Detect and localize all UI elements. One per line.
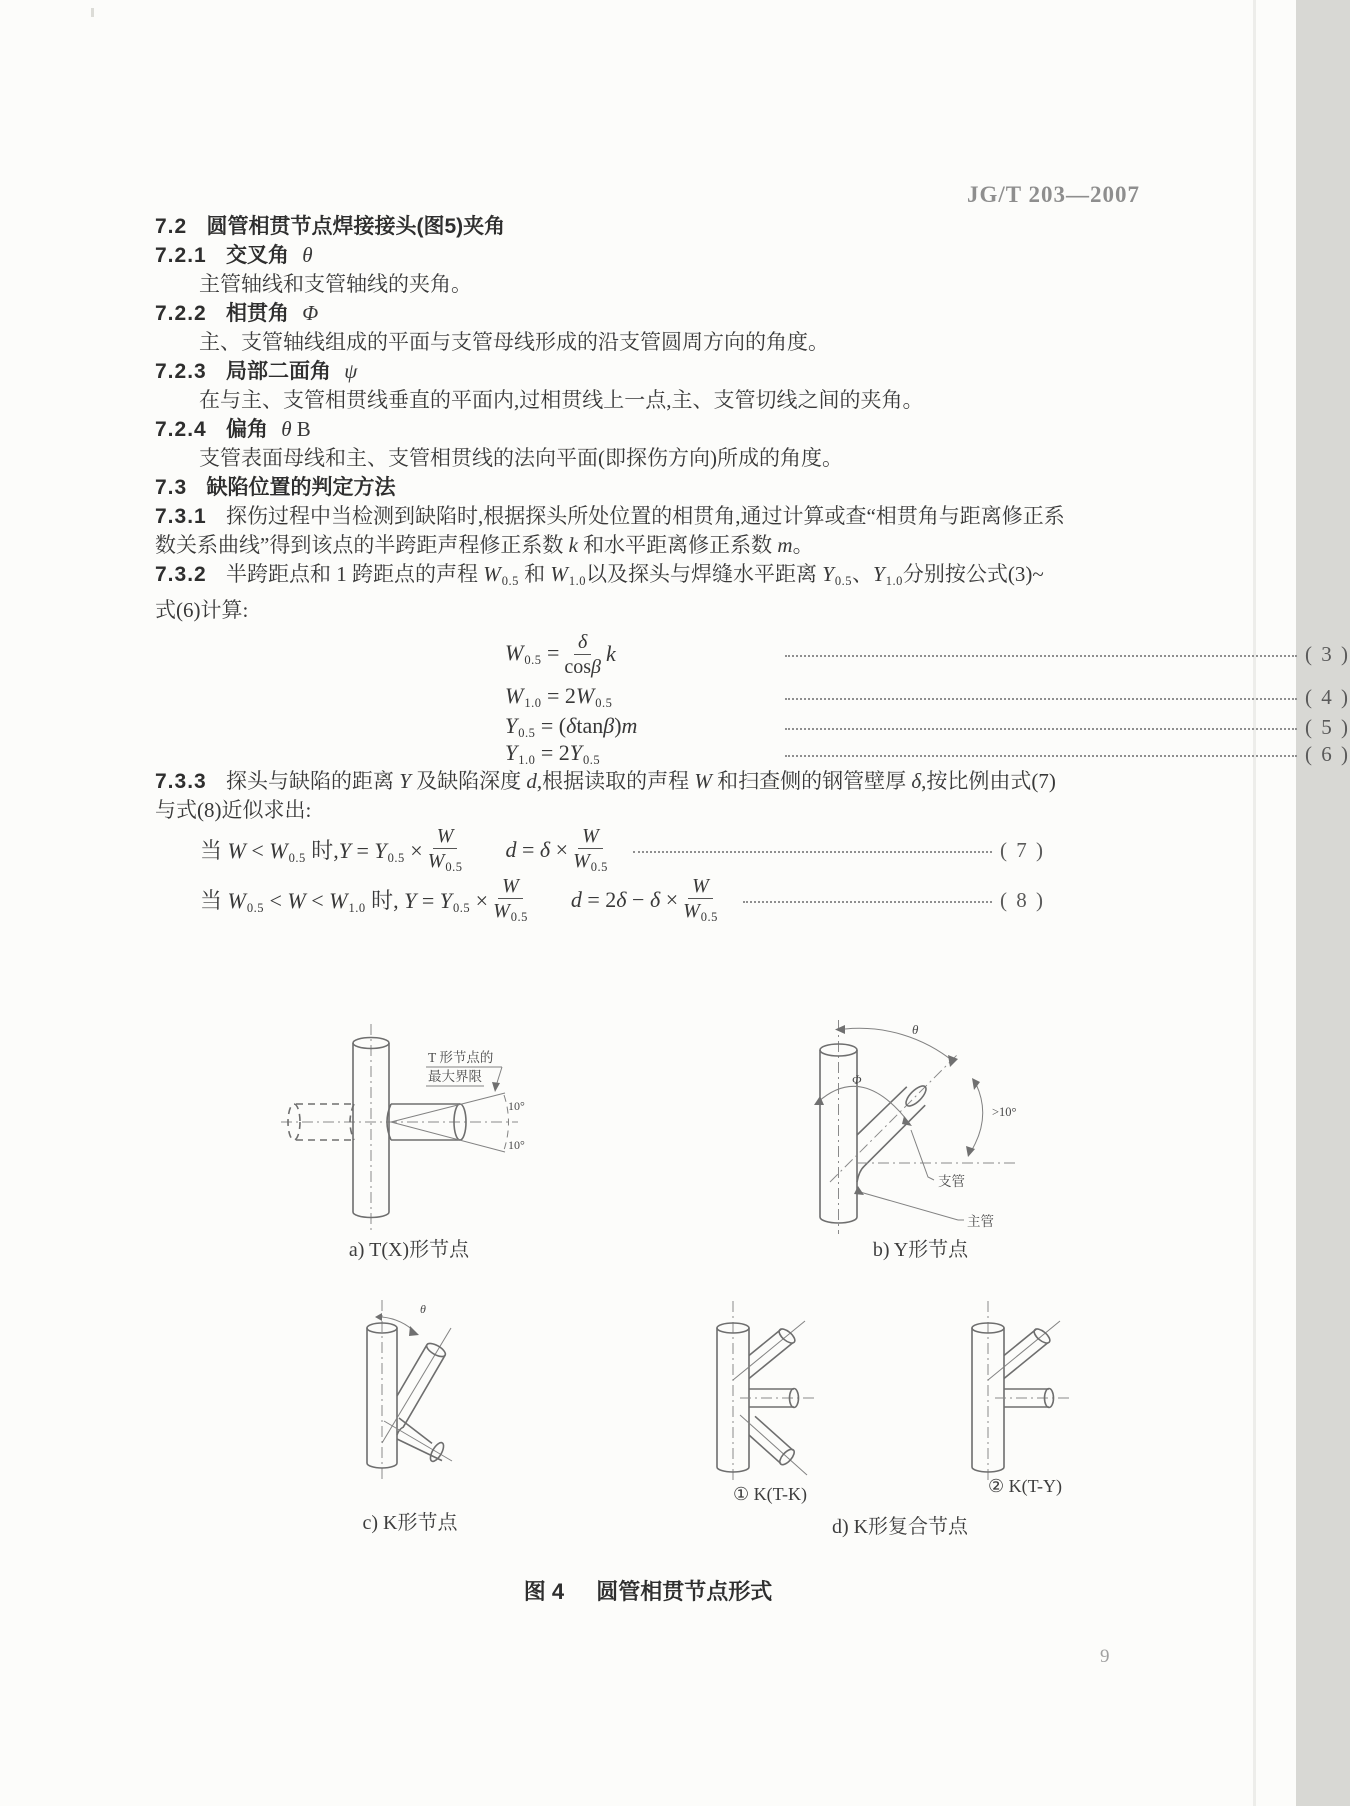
theta-angle-label: θ xyxy=(912,1022,919,1037)
formula-7: 当 W < W0.5 时,Y = Y0.5 × $\frac{W}{W_{0.5}}$ d = δ × $\frac{W}{W_{0.5}}$ ( 7 ) xyxy=(200,825,1045,875)
fraction: $\frac{\delta}{\cos\beta}$ xyxy=(564,630,602,678)
clause-7-2-1-body: 主管轴线和支管轴线的夹角。 xyxy=(199,272,472,296)
standard-number-header: JG/T 203—2007 xyxy=(967,182,1140,207)
figure-c-caption: c) K形节点 xyxy=(362,1512,458,1534)
paragraph-text: 探头与缺陷的距离 Y 及缺陷深度 d,根据读取的声程 W 和扫查侧的钢管壁厚 δ,按比例由式(7) xyxy=(225,769,1056,793)
clause-symbol: θ B xyxy=(281,417,311,441)
fraction: $\frac{W}{W_{0.5}}$ xyxy=(427,825,463,875)
angle-10-upper-label: 10° xyxy=(508,1099,525,1113)
clause-number: 7.3.2 xyxy=(155,563,207,586)
figure-b-y-node-diagram xyxy=(808,1012,1033,1247)
formula-5: Y0.5 = (δtanβ)m ( 5 ) xyxy=(505,713,1350,740)
phi-angle-label: Φ xyxy=(852,1073,862,1087)
clause-number: 7.2.4 xyxy=(155,418,207,441)
clause-7-3-1-line1 xyxy=(155,502,1145,531)
body-content xyxy=(155,212,1350,925)
clause-symbol: Φ xyxy=(302,301,319,325)
formula-number: ( 5 ) xyxy=(1305,714,1350,739)
fraction: $\frac{W}{W_{0.5}}$ xyxy=(683,875,718,925)
scan-artifact-right-edge xyxy=(1253,0,1256,1806)
clause-title: 缺陷位置的判定方法 xyxy=(206,476,396,499)
theta-angle-label: θ xyxy=(420,1302,426,1316)
clause-title: 局部二面角 xyxy=(225,360,331,383)
clause-number: 7.2.3 xyxy=(155,360,207,383)
clause-title: 交叉角 xyxy=(225,244,289,267)
figure-b-caption: b) Y形节点 xyxy=(872,1239,969,1261)
formula-3 xyxy=(155,627,1350,681)
formula-8: 当 W0.5 < W < W1.0 时, Y = Y0.5 × $\frac{W}{W_{0.5}}$ d = 2δ − δ × $\frac{W}{W_{0.5}}$ ( 8 ) xyxy=(200,875,1045,925)
formula-lhs: W0.5 = xyxy=(505,640,560,667)
clause-7-2-heading xyxy=(155,212,1145,241)
dotted-leader xyxy=(743,901,992,903)
figure-4-caption xyxy=(0,1575,1296,1606)
clause-7-3-heading xyxy=(155,473,1145,502)
figure-d1-ktk-node-diagram xyxy=(710,1295,830,1490)
figure-d-caption: d) K形复合节点 xyxy=(831,1516,969,1538)
main-pipe-label: 主管 xyxy=(967,1214,994,1229)
clause-symbol: θ xyxy=(302,243,313,267)
clause-number: 7.3 xyxy=(155,476,188,499)
formula-number: ( 8 ) xyxy=(1000,887,1045,912)
dotted-leader xyxy=(785,698,1297,700)
formula-number: ( 3 ) xyxy=(1305,641,1350,666)
paragraph-text: 半跨距点和 1 跨距点的声程 W0.5 和 W1.0以及探头与焊缝水平距离 Y0.5、Y1.0分别按公式(3)~ xyxy=(225,562,1044,588)
figure-number: 图 4 xyxy=(523,1579,565,1604)
clause-7-2-1-heading xyxy=(155,241,1145,270)
angle-10-lower-label: 10° xyxy=(508,1138,525,1152)
clause-7-3-2-line2: 式(6)计算: xyxy=(155,598,249,622)
t-node-limit-label-line1: T 形节点的 xyxy=(428,1050,494,1065)
figure-a-tx-node-diagram xyxy=(278,1022,540,1234)
formula-4: W1.0 = 2W0.5 ( 4 ) xyxy=(505,683,1350,710)
clause-number: 7.2.1 xyxy=(155,244,207,267)
clause-7-3-3-line1 xyxy=(155,767,1145,796)
branch-pipe-label: 支管 xyxy=(938,1174,965,1189)
clause-number: 7.2 xyxy=(155,215,188,238)
fraction: $\frac{W}{W_{0.5}}$ xyxy=(493,875,528,925)
clause-7-3-1-line2: 数关系曲线”得到该点的半跨距声程修正系数 k 和水平距离修正系数 m。 xyxy=(155,533,814,557)
clause-title: 圆管相贯节点焊接接头(图5)夹角 xyxy=(206,215,506,238)
clause-number: 7.3.1 xyxy=(155,505,207,528)
figure-a-caption: a) T(X)形节点 xyxy=(348,1239,470,1261)
t-node-limit-label-line2: 最大界限 xyxy=(428,1069,482,1084)
dotted-leader xyxy=(633,851,992,853)
clause-7-2-3-heading xyxy=(155,357,1145,386)
fraction: $\frac{W}{W_{0.5}}$ xyxy=(573,825,608,875)
clause-number: 7.3.3 xyxy=(155,770,207,793)
gt-10-degree-label: >10° xyxy=(992,1105,1017,1119)
dotted-leader xyxy=(785,655,1297,657)
clause-number: 7.2.2 xyxy=(155,302,207,325)
clause-7-3-2-line1 xyxy=(155,560,1145,596)
figure-d1-label: ① K(T-K) xyxy=(733,1484,807,1504)
formula-number: ( 6 ) xyxy=(1305,741,1350,766)
clause-7-2-4-heading xyxy=(155,415,1145,444)
formula-number: ( 4 ) xyxy=(1305,684,1350,709)
figure-title: 圆管相贯节点形式 xyxy=(596,1579,773,1604)
figure-d2-label: ② K(T-Y) xyxy=(988,1476,1062,1496)
page-number: 9 xyxy=(1100,1646,1110,1667)
formula-6: Y1.0 = 2Y0.5 ( 6 ) xyxy=(505,740,1350,767)
dotted-leader xyxy=(785,728,1297,730)
figure-c-k-node-diagram xyxy=(352,1295,467,1490)
clause-symbol: ψ xyxy=(344,359,358,383)
clause-7-2-4-body: 支管表面母线和主、支管相贯线的法向平面(即探伤方向)所成的角度。 xyxy=(199,446,843,470)
clause-7-3-3-line2: 与式(8)近似求出: xyxy=(155,798,312,822)
figure-d2-kty-node-diagram xyxy=(960,1295,1085,1490)
clause-7-2-2-body: 主、支管轴线组成的平面与支管母线形成的沿支管圆周方向的角度。 xyxy=(199,330,829,354)
clause-7-2-3-body: 在与主、支管相贯线垂直的平面内,过相贯线上一点,主、支管切线之间的夹角。 xyxy=(199,388,924,412)
clause-7-2-2-heading xyxy=(155,299,1145,328)
clause-title: 相贯角 xyxy=(225,302,289,325)
formula-rhs: k xyxy=(606,641,616,666)
dotted-leader xyxy=(785,755,1297,757)
scan-artifact-mark xyxy=(91,8,94,17)
clause-title: 偏角 xyxy=(225,418,268,441)
paragraph-text: 探伤过程中当检测到缺陷时,根据探头所处位置的相贯角,通过计算或查“相贯角与距离修正系 xyxy=(225,504,1065,528)
formula-number: ( 7 ) xyxy=(1000,837,1045,862)
